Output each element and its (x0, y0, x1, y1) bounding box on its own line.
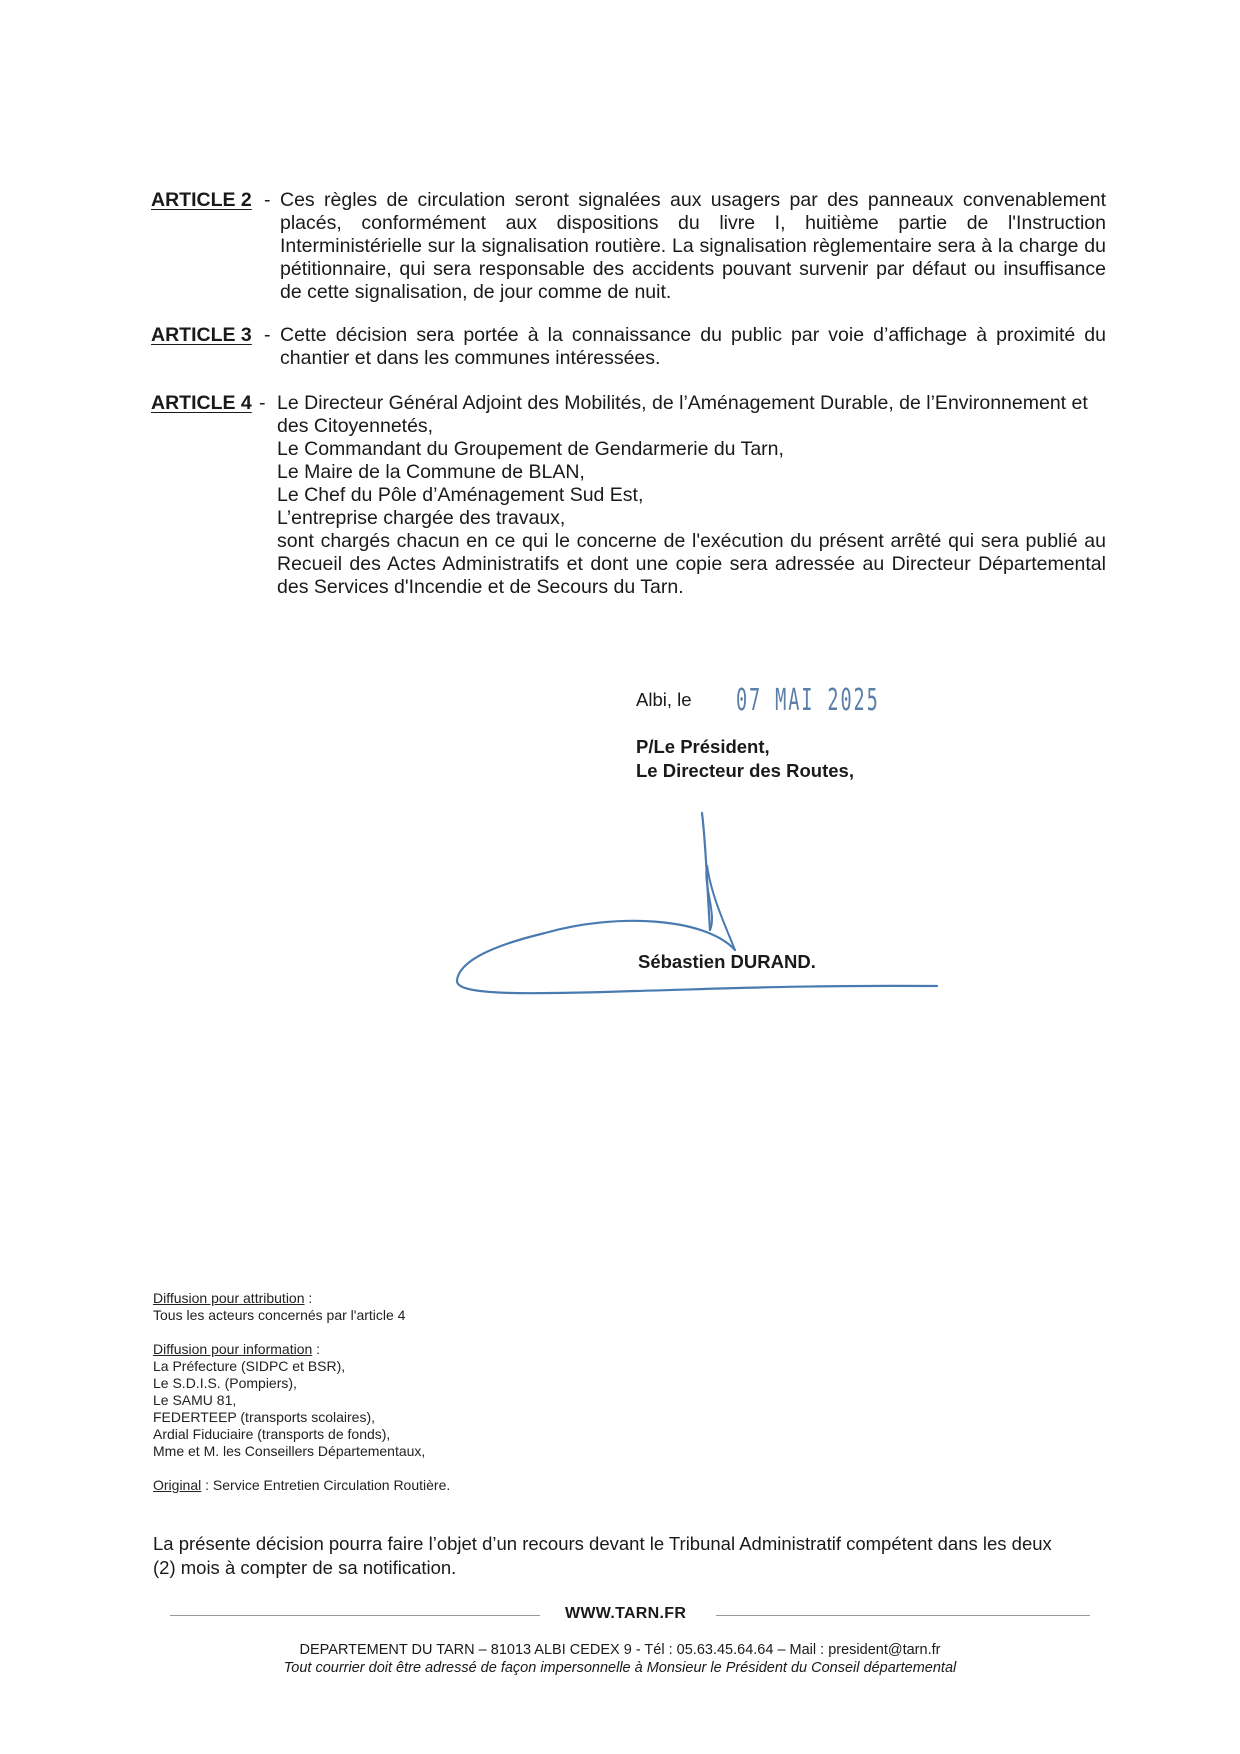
footer-website: WWW.TARN.FR (565, 1605, 687, 1622)
information-item: Mme et M. les Conseillers Départementaux, (153, 1443, 426, 1459)
signatory-title-line2: Le Directeur des Routes, (636, 760, 854, 781)
place-date: Albi, le (636, 689, 692, 710)
original-line (153, 1477, 450, 1494)
date-stamp: 07 MAI 2025 (736, 683, 880, 718)
information-item: La Préfecture (SIDPC et BSR), (153, 1358, 346, 1374)
article-4 (151, 392, 1106, 599)
article-4-line: Le Directeur Général Adjoint des Mobilités, de l’Aménagement Durable, de l’Environnement et des Citoyennetés, (277, 392, 1088, 437)
information-heading: Diffusion pour information (153, 1341, 313, 1357)
article-4-line: Le Maire de la Commune de BLAN, (277, 461, 585, 483)
information-item: Ardial Fiduciaire (transports de fonds), (153, 1426, 391, 1442)
footer-divider-right (716, 1615, 1090, 1616)
footer-address: DEPARTEMENT DU TARN – 81013 ALBI CEDEX 9 - Tél : 05.63.45.64.64 – Mail : president@tarn.fr (299, 1642, 941, 1658)
appeal-notice (153, 1532, 1073, 1580)
information-item: FEDERTEEP (transports scolaires), (153, 1409, 375, 1425)
article-4-separator: - (259, 392, 266, 414)
article-2-separator: - (264, 189, 271, 211)
article-3-body (280, 324, 1106, 370)
original-text: : Service Entretien Circulation Routière. (201, 1477, 451, 1493)
footer-divider-left (170, 1615, 540, 1616)
article-2-body (280, 189, 1106, 304)
information-heading-suffix: : (312, 1341, 321, 1357)
article-4-body (277, 392, 1106, 599)
article-4-line: sont chargés chacun en ce qui le concerne de l'exécution du présent arrêté qui sera publié au Recueil des Actes Administratifs et dont une copie sera adressée au Directeur Départemental des Services d'Incendie et de Secours du Tarn. (277, 530, 1106, 598)
article-4-label: ARTICLE 4 (151, 392, 252, 414)
attribution-heading: Diffusion pour attribution (153, 1290, 305, 1306)
distribution-list (153, 1290, 450, 1494)
article-4-line: L’entreprise chargée des travaux, (277, 507, 566, 529)
attribution-text: Tous les acteurs concernés par l'article 4 (153, 1307, 406, 1323)
signatory-title-line1: P/Le Président, (636, 736, 770, 757)
article-2-label: ARTICLE 2 (151, 189, 252, 211)
original-heading: Original (153, 1477, 202, 1493)
article-3-label: ARTICLE 3 (151, 324, 252, 346)
information-item: Le SAMU 81, (153, 1392, 237, 1408)
signatory-title (636, 735, 854, 783)
attribution-heading-line (153, 1290, 450, 1307)
signer-name: Sébastien DURAND. (638, 951, 816, 972)
information-item: Le S.D.I.S. (Pompiers), (153, 1375, 297, 1391)
article-3 (151, 324, 1106, 370)
article-2-text: Ces règles de circulation seront signalées aux usagers par des panneaux convenablement placés, conformément aux dispositions du livre I, huitième partie de l'Instruction Interministérielle sur la signalisation routière. La signalisation règlementaire sera à la charge du pétitionnaire, qui sera responsable des accidents pouvant survenir par défaut ou insuffisance de cette signalisation, de jour comme de nuit. (280, 189, 1106, 303)
information-heading-line (153, 1341, 450, 1358)
handwritten-signature (455, 805, 955, 1005)
article-4-line: Le Chef du Pôle d’Aménagement Sud Est, (277, 484, 644, 506)
article-2 (151, 189, 1106, 304)
attribution-heading-suffix: : (304, 1290, 313, 1306)
article-3-separator: - (264, 324, 271, 346)
footer-note: Tout courrier doit être adressé de façon impersonnelle à Monsieur le Président du Conseil départemental (283, 1660, 957, 1676)
article-3-text: Cette décision sera portée à la connaissance du public par voie d’affichage à proximité du chantier et dans les communes intéressées. (280, 324, 1106, 369)
article-4-line: Le Commandant du Groupement de Gendarmerie du Tarn, (277, 438, 784, 460)
appeal-notice-text: La présente décision pourra faire l’objet d’un recours devant le Tribunal Administratif compétent dans les deux (2) mois à compter de sa notification. (153, 1533, 1052, 1578)
